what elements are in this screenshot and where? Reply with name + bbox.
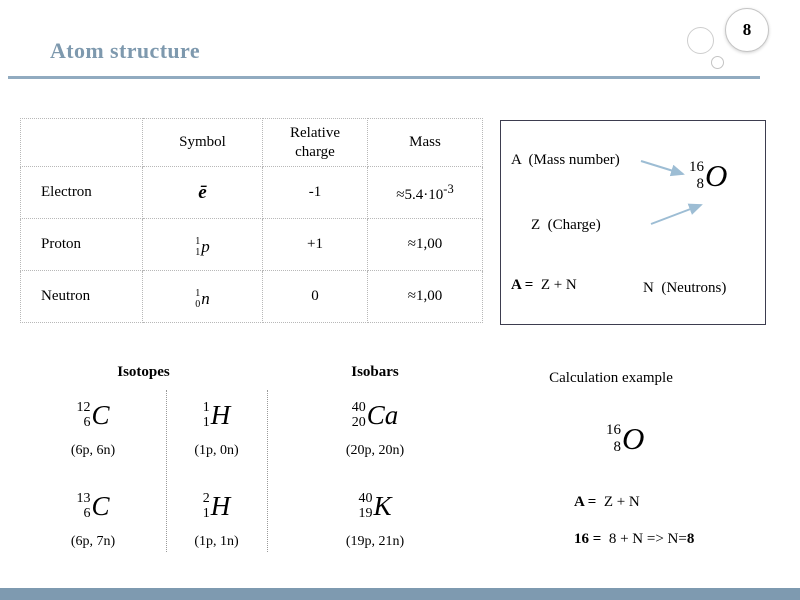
- atomic-number: 20: [351, 415, 366, 431]
- nuclide-h1: [203, 400, 231, 431]
- isobar-item-k40: [300, 485, 450, 576]
- notation-box: [500, 120, 766, 325]
- nuclide-caption: (1p, 1n): [194, 533, 239, 549]
- element-symbol: H: [210, 399, 231, 430]
- nuclide-numbers: [203, 400, 210, 431]
- neutron-name: Neutron: [21, 271, 143, 323]
- electron-symbol-glyph: ē: [198, 181, 207, 203]
- atomic-number: 0: [195, 298, 201, 310]
- isotope-item-h2: [166, 485, 267, 576]
- nuclide-numbers: [195, 288, 200, 310]
- proton-charge: +1: [263, 219, 368, 271]
- nuclide-numbers: [203, 491, 210, 522]
- calculation-formula: [574, 494, 640, 511]
- table-header-row: [21, 119, 483, 167]
- atomic-number: 6: [83, 415, 91, 431]
- calc-lhs: 16 =: [574, 531, 602, 547]
- dotted-separator-1: [166, 390, 167, 552]
- calc-mid: 8 + N => N=: [601, 531, 687, 547]
- calc-rhs: 8: [686, 531, 695, 547]
- table-header-symbol: Symbol: [143, 119, 263, 167]
- nuclide-caption: (20p, 20n): [345, 442, 405, 458]
- table-header-mass: Mass: [368, 119, 483, 167]
- neutron-charge: 0: [263, 271, 368, 323]
- proton-name: Proton: [21, 219, 143, 271]
- electron-name: Electron: [21, 167, 143, 219]
- nuclide-numbers: [606, 422, 621, 455]
- nuclide-ca40: [352, 400, 399, 431]
- element-symbol: O: [705, 158, 728, 193]
- isotope-item-h1: [166, 394, 267, 485]
- atomic-number: 19: [358, 506, 373, 522]
- electron-mass-base: ≈5.4·10: [396, 186, 444, 203]
- page-number-circle: [725, 8, 769, 52]
- proton-nuclide-symbol: [195, 236, 210, 258]
- electron-charge: -1: [263, 167, 368, 219]
- nuclide-numbers: [76, 491, 90, 522]
- table-header-charge-label: Relative charge: [290, 124, 340, 160]
- neutron-nuclide-symbol: [195, 288, 210, 310]
- isotopes-heading: Isotopes: [117, 364, 170, 380]
- mass-formula: [511, 277, 577, 294]
- table-header-charge: [263, 119, 368, 167]
- decor-circle-small: [711, 56, 724, 69]
- element-symbol: O: [622, 421, 645, 456]
- slide-title: Atom structure: [50, 38, 200, 63]
- page-number: 8: [742, 20, 752, 39]
- nuclide-h2: [203, 491, 231, 522]
- mass-number: 1: [202, 400, 210, 415]
- element-symbol: C: [91, 490, 110, 521]
- mass-number: 13: [76, 491, 91, 506]
- mass-number: 40: [351, 400, 366, 415]
- nuclide-numbers: [689, 159, 704, 192]
- mass-number: 1: [195, 287, 201, 299]
- atomic-number: 1: [195, 246, 201, 258]
- oxygen-nuclide: [689, 159, 727, 192]
- isotopes-grid: [20, 394, 267, 576]
- nuclide-caption: (19p, 21n): [345, 533, 405, 549]
- atomic-number: 1: [202, 415, 210, 431]
- nuclide-caption: (6p, 6n): [70, 442, 116, 458]
- electron-mass-exponent: -3: [443, 181, 454, 196]
- formula-lhs: A =: [574, 494, 597, 510]
- proton-mass: ≈1,00: [368, 219, 483, 271]
- electron-symbol-cell: [143, 167, 263, 219]
- decor-circle-medium: [687, 27, 714, 54]
- mass-number: 1: [195, 235, 201, 247]
- bottom-accent-bar: [0, 588, 800, 600]
- dotted-separator-2: [267, 390, 268, 552]
- nuclide-numbers: [195, 236, 200, 258]
- neutron-symbol-cell: [143, 271, 263, 323]
- mass-number: 16: [689, 159, 704, 175]
- mass-number: 2: [202, 491, 210, 506]
- formula-lhs: A =: [511, 277, 534, 293]
- nuclide-caption: (1p, 0n): [194, 442, 239, 458]
- element-symbol: p: [201, 237, 210, 256]
- atomic-number: 1: [202, 506, 210, 522]
- atomic-number: 6: [83, 506, 91, 522]
- mass-number: 12: [76, 400, 91, 415]
- isotope-item-c13: [20, 485, 166, 576]
- atomic-number: 8: [696, 175, 704, 192]
- calculation-section: [496, 370, 726, 565]
- nuclide-caption: (6p, 7n): [70, 533, 116, 549]
- element-symbol: K: [373, 490, 392, 521]
- isobars-heading: Isobars: [351, 364, 399, 380]
- proton-symbol-cell: [143, 219, 263, 271]
- arrow-to-charge-number: [651, 205, 701, 224]
- table-row-neutron: [21, 271, 483, 323]
- isobar-item-ca40: [300, 394, 450, 485]
- table-row-proton: [21, 219, 483, 271]
- nuclide-c12: [76, 400, 109, 431]
- table-header-empty: [21, 119, 143, 167]
- nuclide-numbers: [358, 491, 372, 522]
- atomic-number: 8: [613, 438, 621, 455]
- arrow-to-mass-number: [641, 161, 683, 174]
- formula-rhs: Z + N: [596, 494, 640, 510]
- electron-mass: [368, 167, 483, 219]
- element-symbol: n: [201, 289, 210, 308]
- isotope-item-c12: [20, 394, 166, 485]
- particle-table: [20, 118, 483, 323]
- mass-number-label: A (Mass number): [511, 152, 620, 168]
- isotopes-section: [20, 364, 267, 576]
- nuclide-o16: [606, 422, 644, 455]
- calculation-result: [574, 531, 694, 548]
- nuclide-k40: [358, 491, 391, 522]
- element-symbol: Ca: [366, 399, 399, 430]
- mass-number: 16: [606, 422, 621, 438]
- element-symbol: H: [210, 490, 231, 521]
- charge-label: Z (Charge): [531, 217, 601, 233]
- element-symbol: C: [91, 399, 110, 430]
- neutron-mass: ≈1,00: [368, 271, 483, 323]
- neutrons-label: N (Neutrons): [643, 280, 727, 296]
- mass-number: 40: [358, 491, 373, 506]
- isobars-section: [300, 364, 450, 576]
- formula-rhs: Z + N: [533, 277, 577, 293]
- calculation-heading: Calculation example: [549, 370, 673, 386]
- nuclide-numbers: [76, 400, 90, 431]
- nuclide-numbers: [352, 400, 366, 431]
- title-divider: [8, 76, 760, 79]
- table-row-electron: [21, 167, 483, 219]
- isobars-column: [300, 394, 450, 576]
- nuclide-c13: [76, 491, 109, 522]
